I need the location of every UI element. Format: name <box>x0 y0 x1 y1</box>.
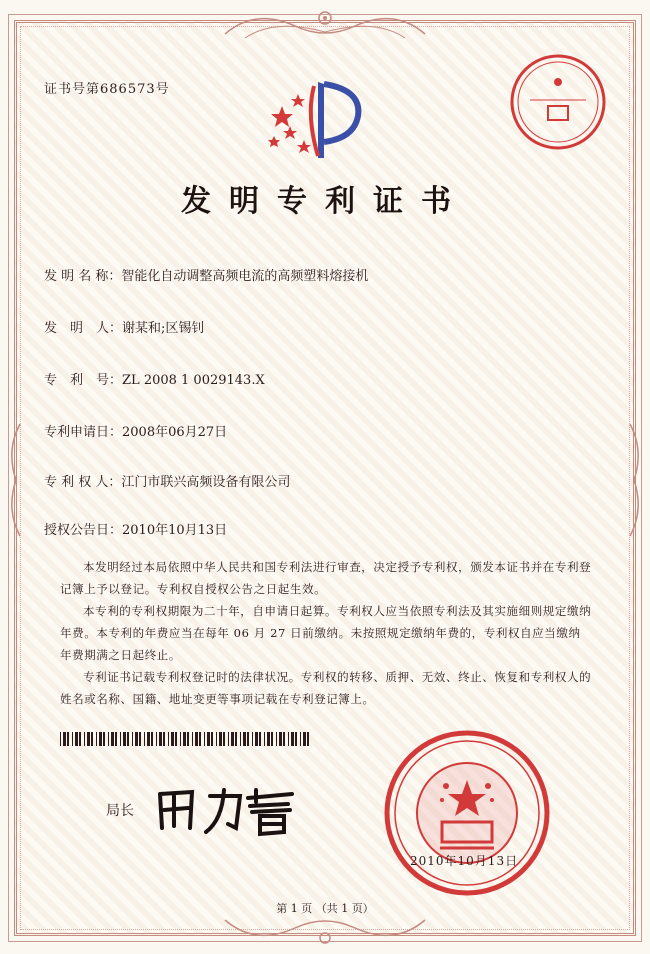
national-ipo-seal <box>382 728 552 898</box>
director-signature <box>152 780 312 840</box>
invention-name-value: 智能化自动调整高频电流的高频塑料熔接机 <box>121 269 369 284</box>
application-date-field <box>44 424 227 442</box>
patentee-value: 江门市联兴高频设备有限公司 <box>121 475 291 490</box>
patent-number-label: 专 利 号： <box>44 373 123 388</box>
certificate-title: 发明专利证书 <box>181 184 469 219</box>
patent-number-value: ZL 2008 1 0029143.X <box>122 373 265 388</box>
inventor-value: 谢某和;区锡钊 <box>122 321 205 336</box>
patentee-field <box>44 474 290 492</box>
body-paragraph-2: 本专利的专利权期限为二十年，自申请日起算。专利权人应当依照专利法及其实施细则规定缴纳年费。本专利的年费应当在每年 06 月 27 日前缴纳。未按照规定缴纳年费的，专利权自应当缴纳年费期满之日起终止。 <box>60 604 592 662</box>
grant-date-label: 授权公告日： <box>44 523 123 538</box>
patentee-label: 专 利 权 人： <box>44 475 122 490</box>
application-date-value: 2008年06月27日 <box>122 425 228 440</box>
body-paragraph-1: 本发明经过本局依照中华人民共和国专利法进行审查，决定授予专利权，颁发本证书并在专利登记簿上予以登记。专利权自授权公告之日起生效。 <box>60 560 592 596</box>
top-ornament <box>215 4 435 48</box>
certificate-number: 证书号第686573号 <box>44 82 170 97</box>
inventor-field <box>44 320 204 338</box>
page-number: 第 1 页 （共 1 页） <box>276 902 374 915</box>
grant-date-field <box>44 522 227 540</box>
application-date-label: 专利申请日： <box>44 425 123 440</box>
barcode <box>60 732 310 746</box>
body-paragraph-3: 专利证书记载专利权登记时的法律状况。专利权的转移、质押、无效、终止、恢复和专利权人的姓名或名称、国籍、地址变更等事项记载在专利登记簿上。 <box>60 670 592 706</box>
inventor-label: 发 明 人： <box>44 321 123 336</box>
tax-stamp-seal <box>508 52 608 152</box>
director-label: 局长 <box>106 803 134 819</box>
right-ornament <box>624 420 648 540</box>
grant-date-value: 2010年10月13日 <box>122 523 228 538</box>
invention-name-label: 发 明 名 称： <box>44 269 122 284</box>
certificate-body <box>60 556 592 710</box>
invention-name-field <box>44 268 368 286</box>
seal-date: 2010年10月13日 <box>410 854 519 868</box>
patent-office-emblem <box>262 76 372 166</box>
left-ornament <box>2 420 26 540</box>
patent-number-field <box>44 372 265 390</box>
bottom-ornament <box>215 910 435 950</box>
